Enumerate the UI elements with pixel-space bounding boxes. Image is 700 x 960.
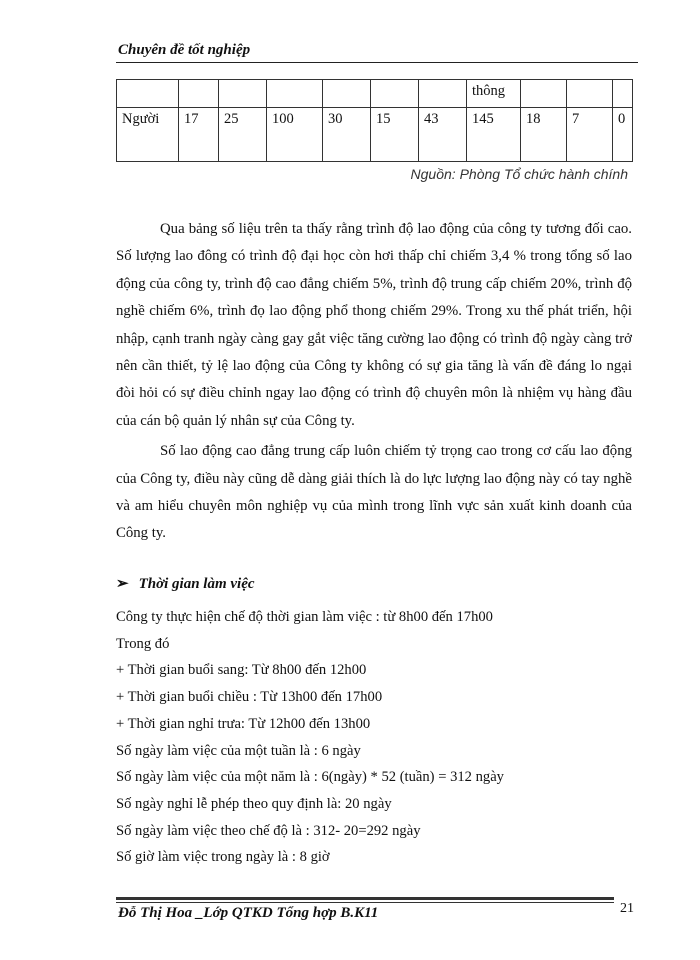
table-cell: 7 — [567, 108, 613, 162]
page-header-title: Chuyên đề tốt nghiệp — [118, 42, 251, 58]
section-heading — [116, 574, 255, 593]
list-item: Số ngày làm việc của một tuần là : 6 ngày — [116, 742, 361, 759]
table-cell: 0 — [613, 108, 633, 162]
table-cell: 18 — [521, 108, 567, 162]
header-rule — [116, 62, 638, 63]
table-cell: 43 — [419, 108, 467, 162]
table-row — [117, 80, 633, 108]
list-item: + Thời gian buổi chiều : Từ 13h00 đến 17h00 — [116, 689, 383, 706]
table-row — [117, 108, 633, 162]
table-cell: Người — [117, 108, 179, 162]
table-cell — [179, 80, 219, 108]
table-cell — [219, 80, 267, 108]
table-cell: 15 — [371, 108, 419, 162]
section-title: Thời gian làm việc — [138, 576, 255, 592]
table-cell — [371, 80, 419, 108]
paragraph: Qua bảng số liệu trên ta thấy rằng trình độ lao động của công ty tương đối cao. Số lượng lao đông có trình độ đại học còn hơi thấp chỉ chiếm 3,4 % trong tổng số lao động của công ty, trình độ cao đẳng chiếm 5%, trình độ trung cấp chiếm 20%, trình độ nghề chiếm 6%, trình đọ lao động phổ thong chiếm 29%. Trong xu thế phát triển, hội nhập, cạnh tranh ngày càng gay gắt việc tăng cường lao động có trình độ ngày càng trở nên cần thiết, tỷ lệ lao động của Công ty không có sự gia tăng là vấn đề đáng lo ngại đòi hỏi có sự điều chỉnh ngay lao động có trình độ chuyên môn là nhiệm vụ hàng đầu của cán bộ quản lý nhân sự của Công ty. — [116, 221, 632, 429]
footer-rule-thin — [116, 902, 614, 903]
list-item: Số ngày làm việc theo chế độ là : 312- 20=292 ngày — [116, 822, 421, 839]
footer-author: Đỗ Thị Hoa _Lớp QTKD Tổng hợp B.K11 — [118, 905, 379, 921]
table-source-note: Nguồn: Phòng Tổ chức hành chính — [410, 166, 628, 182]
list-item: + Thời gian nghỉ trưa: Từ 12h00 đến 13h00 — [116, 715, 371, 732]
list-item: + Thời gian buổi sang: Từ 8h00 đến 12h00 — [116, 662, 367, 679]
table-cell — [419, 80, 467, 108]
paragraph: Số lao động cao đẳng trung cấp luôn chiếm tỷ trọng cao trong cơ cấu lao động của Công ty, điều này cũng dễ dàng giải thích là do lực lượng lao động này có tay nghề và am hiểu chuyên môn nghiệp vụ của mình trong lĩnh vực sản xuất kinh doanh của Công ty. — [116, 443, 633, 542]
arrow-bullet-icon: ➢ — [116, 576, 129, 592]
working-time-list — [116, 604, 504, 871]
table-cell: 100 — [267, 108, 323, 162]
table-cell — [323, 80, 371, 108]
table-cell: thông — [467, 80, 521, 108]
staff-table-fragment — [116, 79, 633, 162]
table-cell: 145 — [467, 108, 521, 162]
table-cell — [613, 80, 633, 108]
list-item: Số giờ làm việc trong ngày là : 8 giờ — [116, 849, 330, 866]
table-cell: 30 — [323, 108, 371, 162]
table-cell: 17 — [179, 108, 219, 162]
list-item: Số ngày làm việc của một năm là : 6(ngày) * 52 (tuần) = 312 ngày — [116, 769, 504, 786]
list-item: Trong đó — [116, 635, 170, 652]
table-cell — [117, 80, 179, 108]
footer-rule-thick — [116, 897, 614, 900]
page-number: 21 — [620, 901, 634, 916]
list-item: Số ngày nghỉ lễ phép theo quy định là: 20 ngày — [116, 795, 392, 812]
table-cell — [567, 80, 613, 108]
table-cell — [521, 80, 567, 108]
body-text — [116, 216, 632, 548]
table-cell: 25 — [219, 108, 267, 162]
list-item: Công ty thực hiện chế độ thời gian làm việc : từ 8h00 đến 17h00 — [116, 609, 493, 625]
table-cell — [267, 80, 323, 108]
